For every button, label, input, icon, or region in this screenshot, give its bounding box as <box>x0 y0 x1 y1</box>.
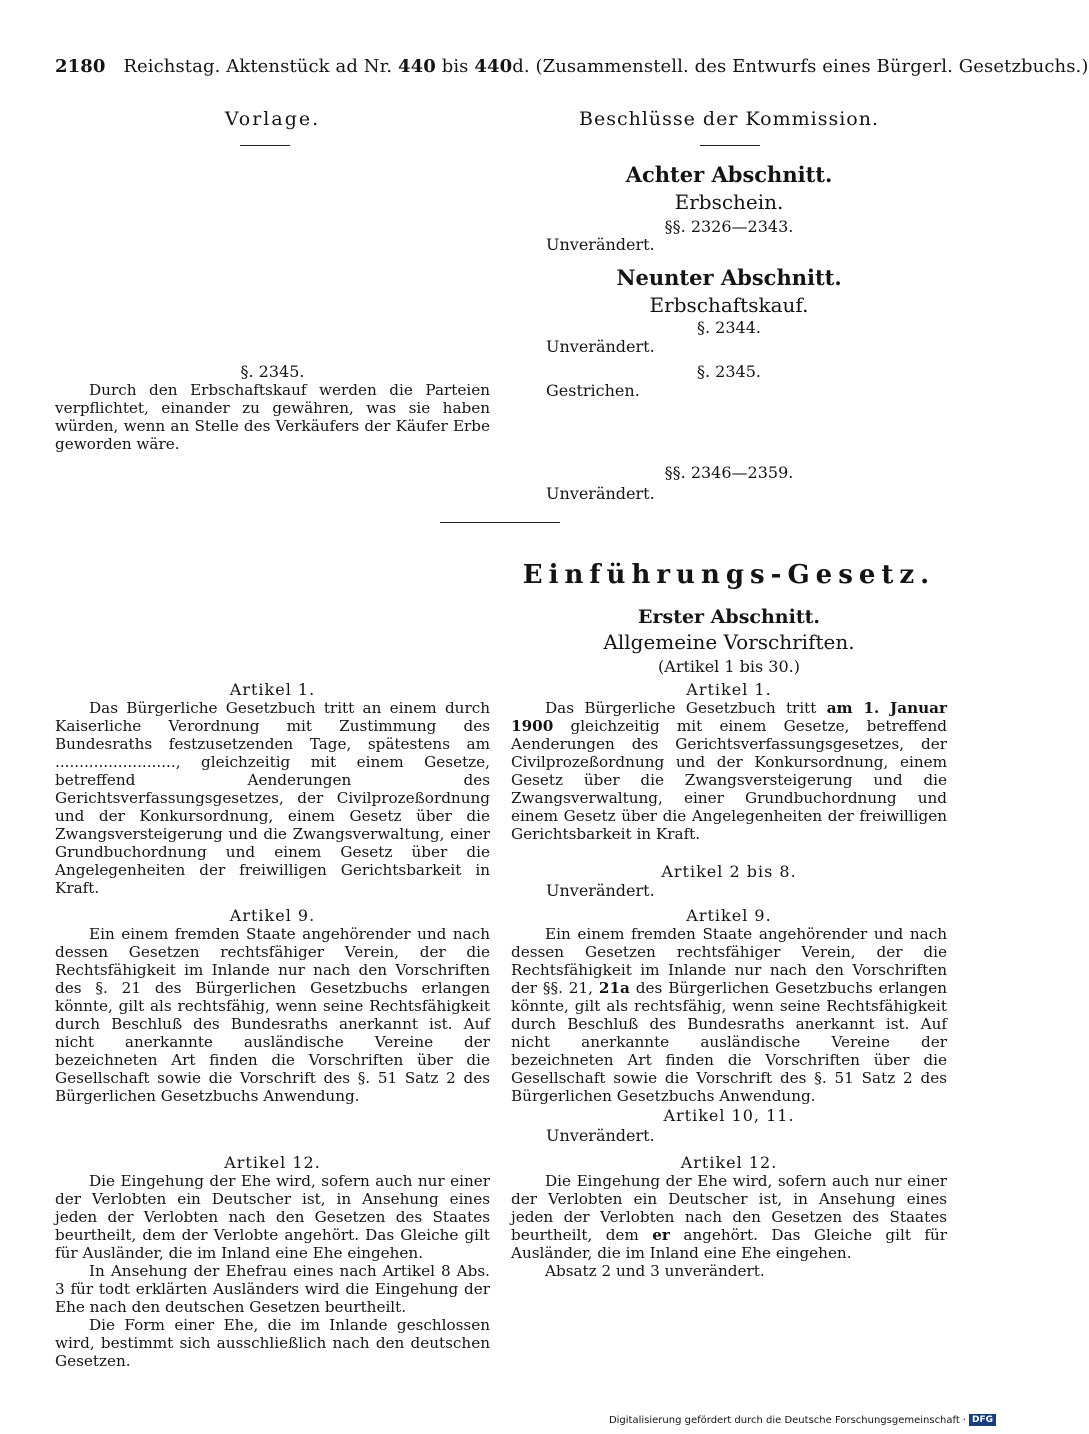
header-text-c: d. (Zusammenstell. des Entwurfs eines Bürgerl. Gesetzbuchs.) <box>512 56 1089 77</box>
right-article-9-text <box>511 925 947 1105</box>
right-article-9-part-a: Ein einem fremden Staate angehörender und nach dessen Gesetzen rechtsfähiger Verein, der die Rechtsfähigkeit im Inlande nur nach den Vorschriften der §§. 21, <box>511 925 947 997</box>
section-8-paragraph-ref: §§. 2326—2343. <box>664 217 794 236</box>
section-9-paragraph-ref: §. 2344. <box>697 318 761 337</box>
right-article-12-part-a: Die Eingehung der Ehe wird, sofern auch nur einer der Verlobten ein Deutscher ist, in Ansehung eines jeden der Verlobten nach den Gesetzen des Staates beurtheilt, dem <box>511 1172 947 1244</box>
section-8-title: Achter Abschnitt. <box>625 162 833 187</box>
right-article-1-part-a: Das Bürgerliche Gesetzbuch tritt <box>545 699 817 717</box>
right-article-12-title: Artikel 12. <box>680 1153 778 1172</box>
page-number: 2180 <box>55 56 106 77</box>
right-article-12-part-b: angehört. Das Gleiche gilt für Ausländer, die im Inland eine Ehe eingehen. <box>511 1226 948 1262</box>
left-article-1-text <box>55 699 490 897</box>
right-paragraph-2345-ref: §. 2345. <box>697 362 761 381</box>
section-9-status: Unverändert. <box>546 337 655 356</box>
first-section-title: Erster Abschnitt. <box>638 606 820 628</box>
right-article-12-body <box>511 1172 947 1262</box>
articles-range: (Artikel 1 bis 30.) <box>658 657 800 676</box>
left-article-1-body: Das Bürgerliche Gesetzbuch tritt an einem durch Kaiserliche Verordnung mit Zustimmung des Bundesraths festzusetzenden Tage, spätestens am ........................., gleichzeitig mit einem Gesetze, betreffend Aenderungen des Gerichtsverfassungsgesetzes, der Civilprozeßordnung und der Konkursordnung, einem Gesetz über die Zwangsversteigerung und die Zwangsverwaltung, einer Grundbuchordnung und einem Gesetz über die Angelegenheiten der freiwilligen Gerichtsbarkeit in Kraft. <box>55 699 490 897</box>
dfg-logo: DFG <box>969 1414 996 1426</box>
right-article-1-text <box>511 699 947 843</box>
general-rules-subtitle: Allgemeine Vorschriften. <box>603 630 855 654</box>
credit-separator: · <box>962 1414 966 1426</box>
section-8-subtitle: Erbschein. <box>674 190 784 214</box>
right-article-12-text <box>511 1172 947 1280</box>
article-10-11-title: Artikel 10, 11. <box>663 1106 795 1125</box>
section-9-title: Neunter Abschnitt. <box>616 265 842 290</box>
left-article-9-text <box>55 925 490 1105</box>
left-article-12-text <box>55 1172 490 1370</box>
right-column-heading: Beschlüsse der Kommission. <box>579 108 879 130</box>
left-heading-rule <box>240 145 290 146</box>
right-article-1-body <box>511 699 947 843</box>
header-text-a: Reichstag. Aktenstück ad Nr. <box>123 56 393 77</box>
left-paragraph-2345-text <box>55 381 490 453</box>
right-article-12-pronoun: er <box>652 1226 670 1244</box>
left-article-12-para-1: Die Eingehung der Ehe wird, sofern auch nur einer der Verlobten ein Deutscher ist, in Ansehung eines jeden der Verlobten nach den Gesetzen des Staates beurtheilt, dem der Verlobte angehört. Das Gleiche gilt für Ausländer, die im Inland eine Ehe eingehen. <box>55 1172 490 1262</box>
header-text-b: bis <box>441 56 469 77</box>
article-2-8-title: Artikel 2 bis 8. <box>661 862 797 881</box>
paragraph-2345-status: Gestrichen. <box>546 381 640 400</box>
right-article-9-body <box>511 925 947 1105</box>
left-paragraph-2345-body: Durch den Erbschaftskauf werden die Parteien verpflichtet, einander zu gewähren, was sie haben würden, wenn an Stelle des Verkäufers der Käufer Erbe geworden wäre. <box>55 381 490 453</box>
left-article-1-title: Artikel 1. <box>229 680 316 699</box>
left-column-heading: Vorlage. <box>224 108 321 130</box>
credit-text: Digitalisierung gefördert durch die Deutsche Forschungsgemeinschaft <box>608 1414 960 1426</box>
right-article-12-para-rest: Absatz 2 und 3 unverändert. <box>545 1262 765 1280</box>
left-article-12-title: Artikel 12. <box>224 1153 321 1172</box>
header-num-b: 440 <box>474 56 513 77</box>
left-article-9-title: Artikel 9. <box>229 906 316 925</box>
right-article-9-new-ref: 21a <box>598 979 630 997</box>
right-article-9-title: Artikel 9. <box>686 906 772 925</box>
section-divider <box>440 522 560 523</box>
running-header <box>55 56 1089 84</box>
right-article-1-date: am 1. Januar 1900 <box>511 699 948 735</box>
section-8-status: Unverändert. <box>546 235 655 254</box>
right-heading-rule <box>700 145 760 146</box>
article-10-11-status: Unverändert. <box>546 1126 655 1145</box>
paragraph-2346-status: Unverändert. <box>546 484 655 503</box>
right-article-1-part-b: gleichzeitig mit einem Gesetze, betreffend Aenderungen des Gerichtsverfassungsgesetzes, der Civilprozeßordnung und der Konkursordnung, einem Gesetz über die Zwangsversteigerung und die Zwangsverwaltung, einer Grundbuchordnung und einem Gesetz über die Angelegenheiten der freiwilligen Gerichtsbarkeit in Kraft. <box>511 717 947 843</box>
left-article-12-para-3: Die Form einer Ehe, die im Inlande geschlossen wird, bestimmt sich ausschließlich nach den deutschen Gesetzen. <box>55 1316 490 1370</box>
header-num-a: 440 <box>398 56 436 77</box>
left-article-9-body: Ein einem fremden Staate angehörender und nach dessen Gesetzen rechtsfähiger Verein, der die Rechtsfähigkeit im Inlande nur nach den Vorschriften des §. 21 des Bürgerlichen Gesetzbuchs erlangen könnte, gilt als rechtsfähig, wenn seine Rechtsfähigkeit durch Beschluß des Bundesraths anerkannt ist. Auf nicht anerkannte ausländische Vereine der bezeichneten Art finden die Vorschriften über die Gesellschaft sowie die Vorschrift des §. 51 Satz 2 des Bürgerlichen Gesetzbuchs Anwendung. <box>55 925 490 1105</box>
article-2-8-status: Unverändert. <box>546 881 655 900</box>
right-article-1-title: Artikel 1. <box>686 680 772 699</box>
section-9-subtitle: Erbschaftskauf. <box>649 293 809 317</box>
left-article-12-para-2: In Ansehung der Ehefrau eines nach Artikel 8 Abs. 3 für todt erklärten Ausländers wird die Eingehung der Ehe nach den deutschen Gesetzen beurtheilt. <box>55 1262 490 1316</box>
right-article-9-part-b: des Bürgerlichen Gesetzbuchs erlangen könnte, gilt als rechtsfähig, wenn seine Rechtsfähigkeit durch Beschluß des Bundesraths anerkannt ist. Auf nicht anerkannte ausländische Vereine der bezeichneten Art finden die Vorschriften über die Gesellschaft sowie die Vorschrift des §. 51 Satz 2 des Bürgerlichen Gesetzbuchs Anwendung. <box>511 979 948 1105</box>
digitization-credit <box>609 1414 996 1426</box>
intro-law-title: Einführungs-Gesetz. <box>522 560 936 590</box>
left-paragraph-2345-ref: §. 2345. <box>240 362 305 381</box>
paragraph-2346-ref: §§. 2346—2359. <box>664 463 794 482</box>
